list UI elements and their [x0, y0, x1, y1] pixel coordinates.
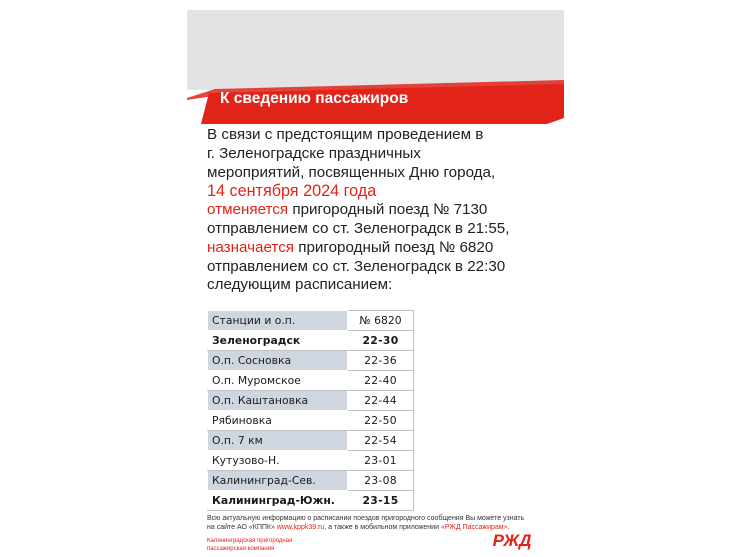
table-row	[208, 411, 414, 431]
assign-word: назначается	[207, 238, 295, 256]
table-row	[208, 371, 414, 391]
table-header-row	[208, 311, 414, 331]
company-line: пассажирская компания	[207, 545, 275, 552]
notice-line: В связи с предстоящим проведением в	[207, 126, 484, 143]
footer-text: .	[507, 524, 510, 531]
rzd-logo-icon	[487, 530, 537, 550]
station-name: Зеленоградск	[208, 331, 348, 351]
station-name: О.п. Муромское	[208, 371, 348, 391]
departure-time: 22-54	[348, 431, 414, 451]
table-row	[208, 391, 414, 411]
departure-time: 22-50	[348, 411, 414, 431]
departure-time: 23-15	[348, 491, 414, 511]
notice-text	[207, 126, 552, 295]
departure-time: 22-44	[348, 391, 414, 411]
station-name: Рябиновка	[208, 411, 348, 431]
company-name	[207, 538, 357, 553]
departure-time: 23-08	[348, 471, 414, 491]
schedule-table	[207, 310, 414, 511]
notice-line: отправлением со ст. Зеленоградск в 21:55,	[207, 219, 510, 237]
table-row	[208, 351, 414, 371]
table-row	[208, 491, 414, 511]
header-train-number: № 6820	[348, 311, 414, 331]
notice-line: мероприятий, посвященных Дню города,	[207, 163, 496, 181]
header-station: Станции и о.п.	[208, 311, 348, 331]
departure-time: 23-01	[348, 451, 414, 471]
station-name: Калининград-Сев.	[208, 471, 348, 491]
departure-time: 22-40	[348, 371, 414, 391]
assign-text: пригородный поезд № 6820	[294, 238, 494, 256]
notice-line: следующим расписанием:	[207, 276, 393, 294]
departure-time: 22-30	[348, 331, 414, 351]
company-line: Калининградская пригородная	[207, 538, 293, 544]
station-name: Кутузово-Н.	[208, 451, 348, 471]
app-name: «РЖД Пассажирам»	[440, 524, 508, 531]
notice-poster	[187, 10, 564, 555]
cancel-text: пригородный поезд № 7130	[288, 201, 488, 219]
station-name: О.п. Сосновка	[208, 351, 348, 371]
event-date: 14 сентября 2024 года	[207, 182, 377, 201]
notice-line: отправлением со ст. Зеленоградск в 22:30	[207, 257, 506, 275]
website-link[interactable]: www.kppk39.ru	[276, 524, 325, 531]
cancel-word: отменяется	[207, 201, 289, 219]
cancel-line	[207, 201, 552, 220]
table-row	[208, 431, 414, 451]
table-row	[208, 471, 414, 491]
station-name: О.п. 7 км	[208, 431, 348, 451]
station-name: О.п. Каштановка	[208, 391, 348, 411]
notice-line: г. Зеленоградске праздничных	[207, 144, 421, 162]
table-row	[208, 331, 414, 351]
departure-time: 22-36	[348, 351, 414, 371]
footer-text: , а также в мобильном приложении	[324, 524, 441, 531]
table-row	[208, 451, 414, 471]
rzd-logo-text: РЖД	[492, 531, 532, 550]
station-name: Калининград-Южн.	[208, 491, 348, 511]
assign-line	[207, 239, 552, 258]
footer-text: Всю актуальную информацию о расписании поездов пригородного сообщения Вы можете узнать	[207, 515, 525, 522]
banner-title: К сведению пассажиров	[220, 90, 409, 107]
footer-text: на сайте АО «КППК»	[207, 524, 277, 531]
